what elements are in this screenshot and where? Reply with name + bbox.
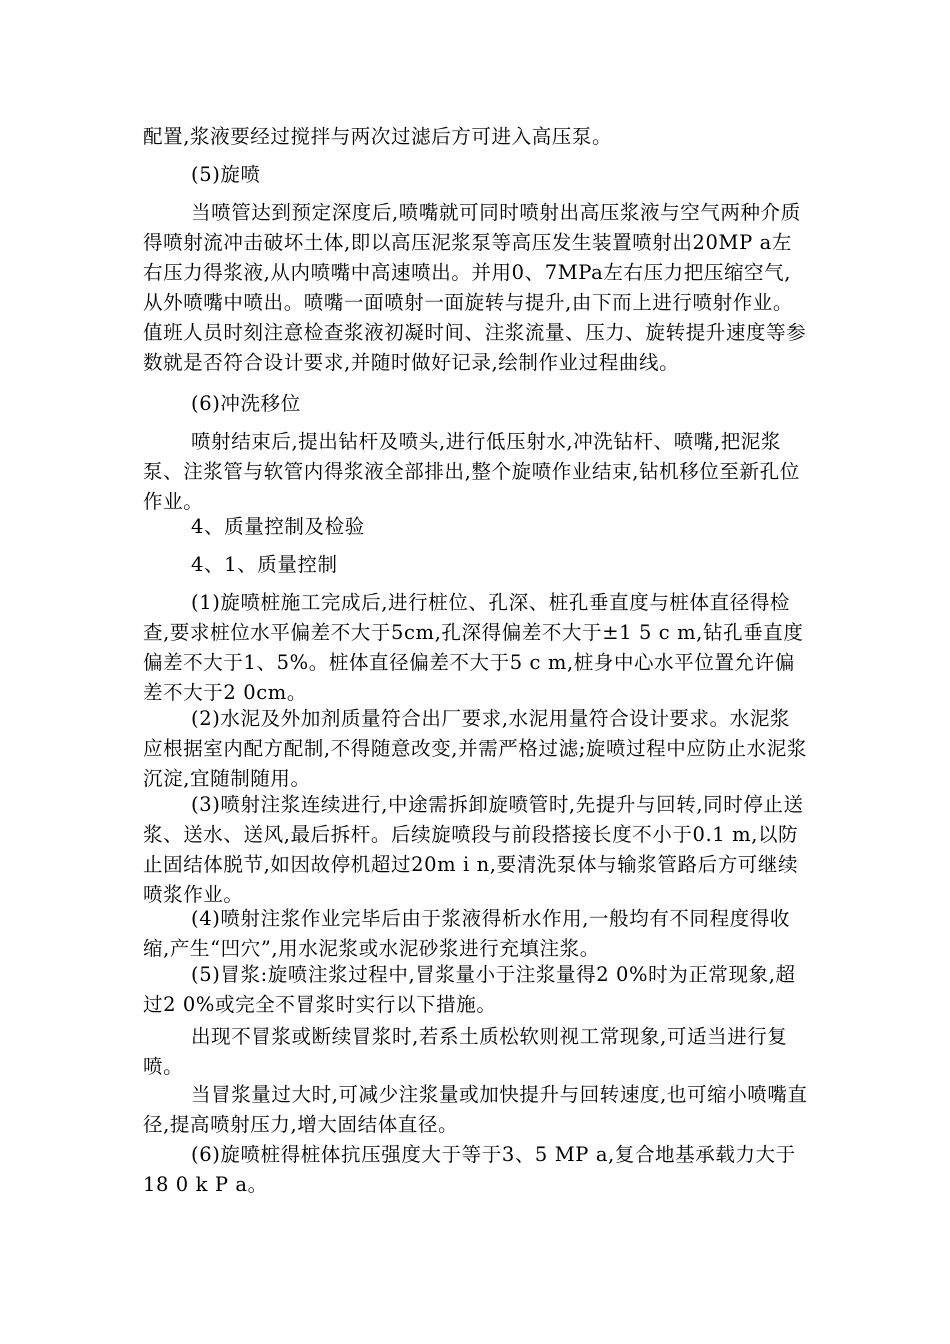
paragraph-qc-item-5: (5)冒浆:旋喷注浆过程中,冒浆量小于注浆量得2 0%时为正常现象,超过2 0%或完全不冒浆时实行以下措施。 (143, 963, 796, 1016)
heading-quality-control: 4、1、质量控制 (191, 553, 338, 576)
paragraph-qc-item-4: (4)喷射注浆作业完毕后由于浆液得析水作用,一般均有不同程度得收缩,产生“凹穴”,用水泥浆或水泥砂浆进行充填注浆。 (143, 907, 791, 960)
heading-quality-control-inspection: 4、质量控制及检验 (191, 515, 365, 538)
paragraph-no-grout-return: 出现不冒浆或断续冒浆时,若系土质松软则视工常现象,可适当进行复喷。 (143, 1025, 788, 1078)
paragraph-rotary-jet: 当喷管达到预定深度后,喷嘴就可同时喷射出高压浆液与空气两种介质得喷射流冲击破坏土体,即以高压泥浆泵等高压发生装置喷射出20MP a左右压力得浆液,从内喷嘴中高速喷出。并用0、7MPa左右压力把压缩空气,从外喷嘴中喷出。喷嘴一面喷射一面旋转与提升,由下而上进行喷射作业。值班人员时刻注意检查浆液初凝时间、注浆流量、压力、旋转提升速度等参数就是否符合设计要求,并随时做好记录,绘制作业过程曲线。 (143, 201, 807, 374)
heading-flush-move: (6)冲洗移位 (191, 392, 301, 415)
paragraph-qc-item-2: (2)水泥及外加剂质量符合出厂要求,水泥用量符合设计要求。水泥浆应根据室内配方配制,不得随意改变,并需严格过滤;旋喷过程中应防止水泥浆沉淀,宜随制随用。 (143, 707, 807, 790)
paragraph-qc-item-6: (6)旋喷桩得桩体抗压强度大于等于3、5 MP a,复合地基承载力大于18 0 k P a。 (143, 1143, 796, 1196)
paragraph-qc-item-1: (1)旋喷桩施工完成后,进行桩位、孔深、桩孔垂直度与桩体直径得检查,要求桩位水平偏差不大于5cm,孔深得偏差不大于±1 5 c m,钻孔垂直度偏差不大于1、5%。桩体直径偏差不大于5 c m,桩身中心水平位置允许偏差不大于2 0cm。 (143, 591, 804, 704)
paragraph-excess-grout-return: 当冒浆量过大时,可减少注浆量或加快提升与回转速度,也可缩小喷嘴直径,提高喷射压力,增大固结体直径。 (143, 1083, 808, 1136)
paragraph-qc-item-3: (3)喷射注浆连续进行,中途需拆卸旋喷管时,先提升与回转,同时停止送浆、送水、送风,最后拆杆。后续旋喷段与前段搭接长度不小于0.1 m,以防止固结体脱节,如因故停机超过20m i n,要清洗泵体与输浆管路后方可继续喷浆作业。 (143, 793, 804, 906)
paragraph-flush-move: 喷射结束后,提出钻杆及喷头,进行低压射水,冲洗钻杆、喷嘴,把泥浆泵、注浆管与软管内得浆液全部排出,整个旋喷作业结束,钻机移位至新孔位作业。 (143, 430, 800, 513)
paragraph-slurry-preparation: 配置,浆液要经过搅拌与两次过滤后方可进入高压泵。 (143, 125, 613, 148)
heading-rotary-jet: (5)旋喷 (191, 163, 261, 186)
